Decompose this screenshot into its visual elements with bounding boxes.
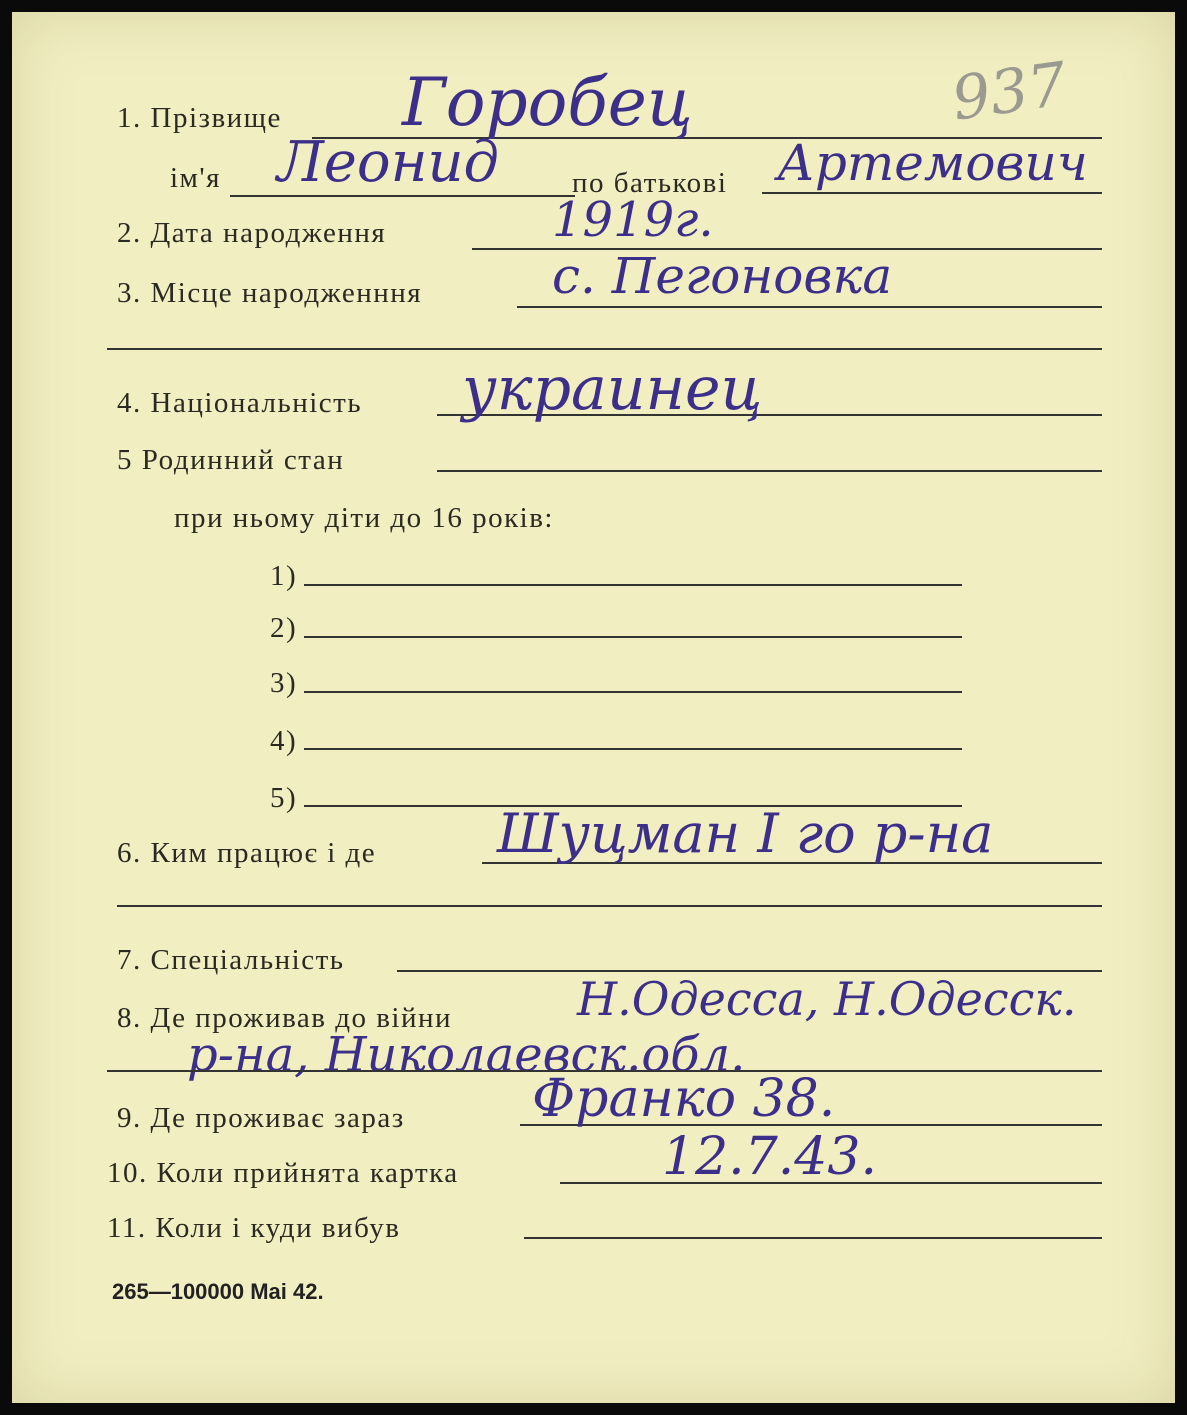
work-line-2 [117,905,1102,907]
card-date-label: 10. Коли прийнята картка [107,1157,459,1189]
children-label: при ньому діти до 16 років: [174,502,554,534]
current-residence-handwritten: Франко 38. [532,1069,836,1129]
first-name-label: ім'я [170,162,221,194]
specialty-label: 7. Спеціальність [117,944,345,976]
patronymic-handwritten: Артемович [777,134,1088,192]
family-status-line [437,470,1102,472]
child-2-label: 2) [270,612,298,644]
registration-card [12,12,1175,1403]
nationality-handwritten: украинец [462,354,763,424]
child-4-line [304,748,962,750]
child-1-line [304,584,962,586]
stamp-number: 937 [947,49,1071,135]
print-footer: 265—100000 Mai 42. [112,1279,324,1304]
first-name-handwritten: Леонид [277,130,500,195]
birth-date-label: 2. Дата народження [117,217,387,249]
prewar-residence-handwritten-1: Н.Одесса, Н.Одесск. [577,972,1077,1026]
surname-label: 1. Прізвище [117,102,282,134]
card-date-handwritten: 12.7.43. [662,1127,878,1187]
work-handwritten: Шуцман I го р-на [497,802,994,865]
child-3-label: 3) [270,667,298,699]
work-label: 6. Ким працює і де [117,837,377,869]
surname-handwritten: Горобец [402,64,693,141]
nationality-label: 4. Національність [117,387,363,419]
first-name-line [230,195,575,197]
prewar-residence-handwritten-2: р-на, Николаевск.обл. [187,1027,746,1083]
birth-place-handwritten: с. Пегоновка [552,247,893,305]
prewar-residence-label: 8. Де проживав до війни [117,1002,453,1034]
child-3-line [304,691,962,693]
birth-place-line-2 [107,348,1102,350]
patronymic-line [762,192,1102,194]
departure-line [524,1237,1102,1239]
birth-date-handwritten: 1919г. [552,192,714,248]
current-residence-label: 9. Де проживає зараз [117,1102,405,1134]
birth-place-label: 3. Місце народженння [117,277,423,309]
family-status-label: 5 Родинний стан [117,444,345,476]
child-2-line [304,636,962,638]
departure-label: 11. Коли і куди вибув [107,1212,401,1244]
child-4-label: 4) [270,725,298,757]
child-5-label: 5) [270,782,298,814]
birth-place-line [517,306,1102,308]
patronymic-label: по батькові [572,167,728,199]
child-1-label: 1) [270,560,298,592]
